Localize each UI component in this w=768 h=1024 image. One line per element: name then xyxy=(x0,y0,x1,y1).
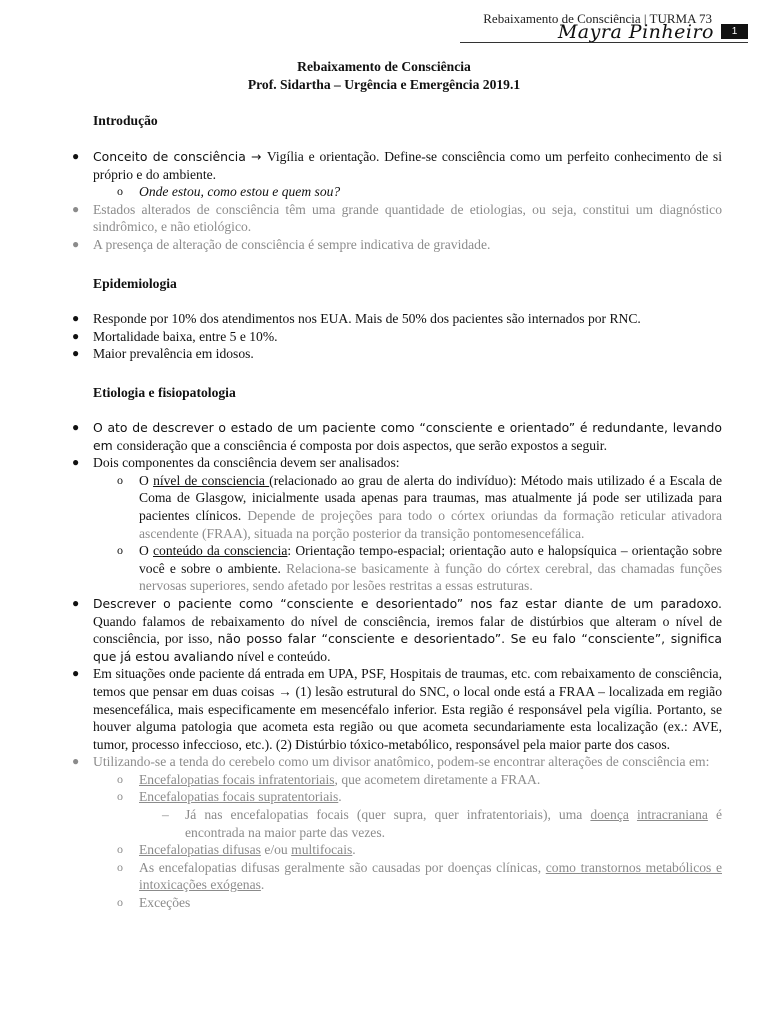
list-item: ● Maior prevalência em idosos. xyxy=(72,346,254,362)
bullet-icon: ● xyxy=(72,201,80,216)
document-title xyxy=(0,58,768,94)
bullet-icon: ● xyxy=(72,328,80,343)
dash-bullet-icon: – xyxy=(162,807,169,823)
list-item: ● Descrever o paciente como “consciente e desorientado” nos faz estar diante de um paradoxo. Quando falamos de rebaixamento do nível de consciência, iremos falar de distúrbios que alteram o nível de consciência, por isso, não posso falar “consciente e desorientado”. Se eu falo “consciente”, significa que já estou avaliando nível e conteúdo. xyxy=(72,595,722,664)
list-item: ● Estados alterados de consciência têm uma grande quantidade de etiologias, ou seja, constitui um diagnóstico sindrômico, e não etiológico. xyxy=(72,201,722,235)
bullet-icon: ● xyxy=(72,754,80,769)
list-item: ● Conceito de consciência → Vigília e orientação. Define-se consciência como um perfeito conhecimento de si próprio e do ambiente. xyxy=(72,149,722,182)
circle-bullet-icon: o xyxy=(117,771,123,786)
sub-list-item: o O nível de consciencia (relacionado ao grau de alerta do indivíduo): Método mais utilizado é a Escala de Coma de Glasgow, inicialmente usada apenas para traumas, mas atualmente já pode ser utilizada para pacientes clínicos. Depende de projeções para todo o córtex oriundas da formação reticular ativadora ascendente (FRAA), situada na porção posterior da transição pontomesencefálica. xyxy=(117,472,723,541)
etiology-list xyxy=(72,419,722,912)
section-heading-intro: Introdução xyxy=(93,113,158,128)
bullet-icon: ● xyxy=(72,311,80,325)
intro-list xyxy=(72,148,722,254)
list-item: ● Em situações onde paciente dá entrada em UPA, PSF, Hospitais de traumas, etc. com rebaixamento de consciência, temos que pensar em duas coisas → (1) lesão estrutural do SNC, o local onde está a FRAA – localizada em região mesencefálica, mais especificamente em mesencéfalo inferior. Esta região é responsável pela vigília. Portanto, se houver alguma patologia que acometa esta região ou que acometa secundariamente esta localização (ex.: AVE, tumor, processo infeccioso, etc.). (2) Distúrbio tóxico-metabólico, responsável pela maior parte dos casos. xyxy=(72,666,722,752)
circle-bullet-icon: o xyxy=(117,842,123,857)
title-line-1: Rebaixamento de Consciência xyxy=(297,59,471,74)
bullet-icon: ● xyxy=(72,236,80,251)
bullet-icon: ● xyxy=(72,666,80,681)
section-heading-epidemiology: Epidemiologia xyxy=(93,276,177,291)
title-line-2: Prof. Sidartha – Urgência e Emergência 2019.1 xyxy=(247,77,521,92)
bullet-icon: ● xyxy=(72,420,80,434)
circle-bullet-icon: o xyxy=(117,789,123,804)
list-item: ● Dois componentes da consciência devem ser analisados: xyxy=(72,455,400,471)
sub-list-item: o Encefalopatias difusas e/ou multifocais. xyxy=(117,842,356,858)
list-item: ● O ato de descrever o estado de um paciente como “consciente e orientado” é redundante, levando em consideração que a consciência é composta por dois aspectos, que serão expostos a seguir. xyxy=(72,420,722,453)
list-item: ● Mortalidade baixa, entre 5 e 10%. xyxy=(72,328,278,344)
sub-list-item: o Onde estou, como estou e quem sou? xyxy=(117,184,341,200)
sub-list-item: o O conteúdo da consciencia: Orientação tempo-espacial; orientação auto e halopsíquica – orientação sobre você e sobre o ambiente. Relaciona-se basicamente à função do córtex cerebral, das chamadas funções nervosas superiores, sendo afetado por lesões restritas a essas estruturas. xyxy=(117,543,723,594)
bullet-icon: ● xyxy=(72,595,80,610)
page-number-badge: 1 xyxy=(721,24,748,39)
bullet-icon: ● xyxy=(72,149,80,163)
author-signature: Mayra Pinheiro xyxy=(557,21,714,43)
sub-list-item: o Encefalopatias focais infratentoriais, que acometem diretamente a FRAA. xyxy=(117,771,541,787)
list-item: ● Utilizando-se a tenda do cerebelo como um divisor anatômico, podem-se encontrar alterações de consciência em: xyxy=(72,754,710,770)
header-divider xyxy=(460,42,748,43)
circle-bullet-icon: o xyxy=(117,184,123,199)
bullet-icon: ● xyxy=(72,455,80,470)
sub-sub-list-item: – Já nas encefalopatias focais (quer supra, quer infratentoriais), uma doença intracraniana é encontrada na maior parte das vezes. xyxy=(162,807,722,840)
section-heading-etiology: Etiologia e fisiopatologia xyxy=(93,385,236,400)
circle-bullet-icon: o xyxy=(117,543,123,558)
running-header: Rebaixamento de Consciência | TURMA 73 xyxy=(483,11,712,26)
sub-list-item: o Encefalopatias focais supratentoriais. xyxy=(117,789,342,805)
epidemiology-list xyxy=(72,310,722,363)
list-item: ● Responde por 10% dos atendimentos nos EUA. Mais de 50% dos pacientes são internados por RNC. xyxy=(72,311,641,326)
sub-list-item: o As encefalopatias difusas geralmente são causadas por doenças clínicas, como transtornos metabólicos e intoxicações exógenas. xyxy=(117,859,722,893)
circle-bullet-icon: o xyxy=(117,895,123,910)
circle-bullet-icon: o xyxy=(117,472,123,487)
circle-bullet-icon: o xyxy=(117,859,123,874)
sub-list-item: o Exceções xyxy=(117,895,191,911)
bullet-icon: ● xyxy=(72,346,80,361)
list-item: ● A presença de alteração de consciência é sempre indicativa de gravidade. xyxy=(72,236,491,252)
